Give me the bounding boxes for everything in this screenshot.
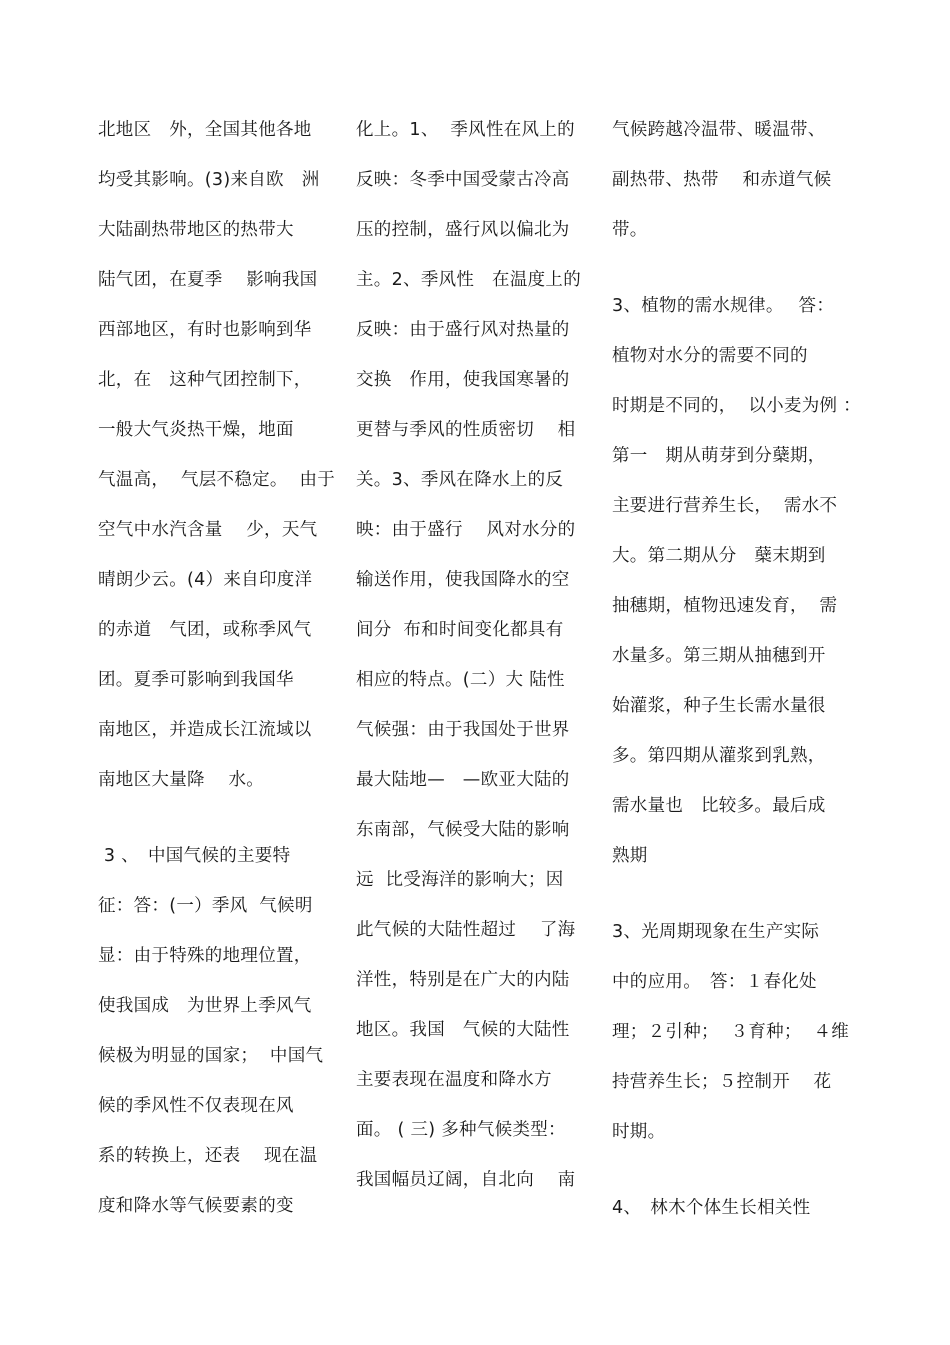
text-line: 使我国成 为世界上季风气 <box>98 996 312 1016</box>
text-line: 地区。我国 气候的大陆性 <box>356 1020 570 1040</box>
text-line: 交换 作用，使我国寒暑的 <box>356 370 570 390</box>
text-line: 北地区 外，全国其他各地 <box>98 120 312 140</box>
text-line: 一般大气炎热干燥，地面 <box>98 420 294 440</box>
text-line: 需水量也 比较多。最后成 <box>612 796 826 816</box>
text-line: 度和降水等气候要素的变 <box>98 1196 294 1216</box>
text-line: 南地区，并造成长江流域以 <box>98 720 312 740</box>
text-line: 理；２引种； ３育种； ４维 <box>612 1022 850 1042</box>
text-line: 始灌浆，种子生长需水量很 <box>612 696 826 716</box>
text-line: 3 、 中国气候的主要特 <box>98 846 291 866</box>
text-line: 熟期 <box>612 846 648 866</box>
text-line: 晴朗少云。(4）来自印度洋 <box>98 570 313 590</box>
text-line: 的赤道 气团，或称季风气 <box>98 620 312 640</box>
text-line: 面。 ( 三) 多种气候类型： <box>356 1120 566 1140</box>
text-line: 主。2、季风性 在温度上的 <box>356 270 582 290</box>
text-line: 气候跨越冷温带、暖温带、 <box>612 120 826 140</box>
text-line: 洋性，特别是在广大的内陆 <box>356 970 570 990</box>
text-line: 大。第二期从分 蘖末期到 <box>612 546 826 566</box>
text-line: 持营养生长；５控制开 花 <box>612 1072 832 1092</box>
text-line: 副热带、热带 和赤道气候 <box>612 170 832 190</box>
text-line: 压的控制，盛行风以偏北为 <box>356 220 570 240</box>
text-line: 3、光周期现象在生产实际 <box>612 922 820 942</box>
text-line: 植物对水分的需要不同的 <box>612 346 808 366</box>
text-line: 更替与季风的性质密切 相 <box>356 420 576 440</box>
text-line: 主要表现在温度和降水方 <box>356 1070 552 1090</box>
text-line: 显：由于特殊的地理位置， <box>98 946 312 966</box>
text-line: 水量多。第三期从抽穗到开 <box>612 646 826 666</box>
text-line: 第一 期从萌芽到分蘖期， <box>612 446 826 466</box>
text-line: 带。 <box>612 220 648 240</box>
text-column-2 <box>356 105 596 1205</box>
paragraph-gap <box>98 805 343 831</box>
text-line: 气候强：由于我国处于世界 <box>356 720 570 740</box>
text-line: 最大陆地— —欧亚大陆的 <box>356 770 570 790</box>
text-line: 关。3、季风在降水上的反 <box>356 470 564 490</box>
text-line: 主要进行营养生长， 需水不 <box>612 496 838 516</box>
text-line: 4、 林木个体生长相关性 <box>612 1198 811 1218</box>
text-line: 反映：由于盛行风对热量的 <box>356 320 570 340</box>
paragraph-gap <box>612 881 860 907</box>
text-line: 征：答：(一）季风 气候明 <box>98 896 313 916</box>
text-line: 相应的特点。(二）大 陆性 <box>356 670 565 690</box>
text-line: 远 比受海洋的影响大；因 <box>356 870 564 890</box>
text-line: 此气候的大陆性超过 了海 <box>356 920 576 940</box>
text-line: 团。夏季可影响到我国华 <box>98 670 294 690</box>
text-line: 南地区大量降 水。 <box>98 770 265 790</box>
text-line: 系的转换上，还表 现在温 <box>98 1146 318 1166</box>
text-line: 我国幅员辽阔，自北向 南 <box>356 1170 576 1190</box>
text-column-3 <box>612 105 860 1233</box>
text-line: 候的季风性不仅表现在风 <box>98 1096 294 1116</box>
text-line: 大陆副热带地区的热带大 <box>98 220 294 240</box>
text-line: 时期是不同的， 以小麦为例 ： <box>612 396 861 416</box>
text-line: 映：由于盛行 风对水分的 <box>356 520 576 540</box>
text-line: 反映：冬季中国受蒙古冷高 <box>356 170 570 190</box>
text-line: 中的应用。 答：１春化处 <box>612 972 817 992</box>
text-line: 输送作用，使我国降水的空 <box>356 570 570 590</box>
text-line: 3、植物的需水规律。 答： <box>612 296 835 316</box>
text-line: 北，在 这种气团控制下， <box>98 370 312 390</box>
paragraph-gap <box>612 1157 860 1183</box>
text-line: 候极为明显的国家； 中国气 <box>98 1046 324 1066</box>
text-line: 时期。 <box>612 1122 666 1142</box>
text-line: 空气中水汽含量 少，天气 <box>98 520 318 540</box>
text-column-1 <box>98 105 343 1231</box>
text-line: 西部地区，有时也影响到华 <box>98 320 312 340</box>
text-line: 抽穗期，植物迅速发育， 需 <box>612 596 838 616</box>
text-line: 陆气团，在夏季 影响我国 <box>98 270 318 290</box>
text-line: 间分 布和时间变化都具有 <box>356 620 564 640</box>
paragraph-gap <box>612 255 860 281</box>
text-line: 气温高， 气层不稳定。 由于 <box>98 470 336 490</box>
text-line: 东南部，气候受大陆的影响 <box>356 820 570 840</box>
text-line: 均受其影响。(3)来自欧 洲 <box>98 170 320 190</box>
text-line: 多。第四期从灌浆到乳熟， <box>612 746 826 766</box>
text-line: 化上。1、 季风性在风上的 <box>356 120 575 140</box>
